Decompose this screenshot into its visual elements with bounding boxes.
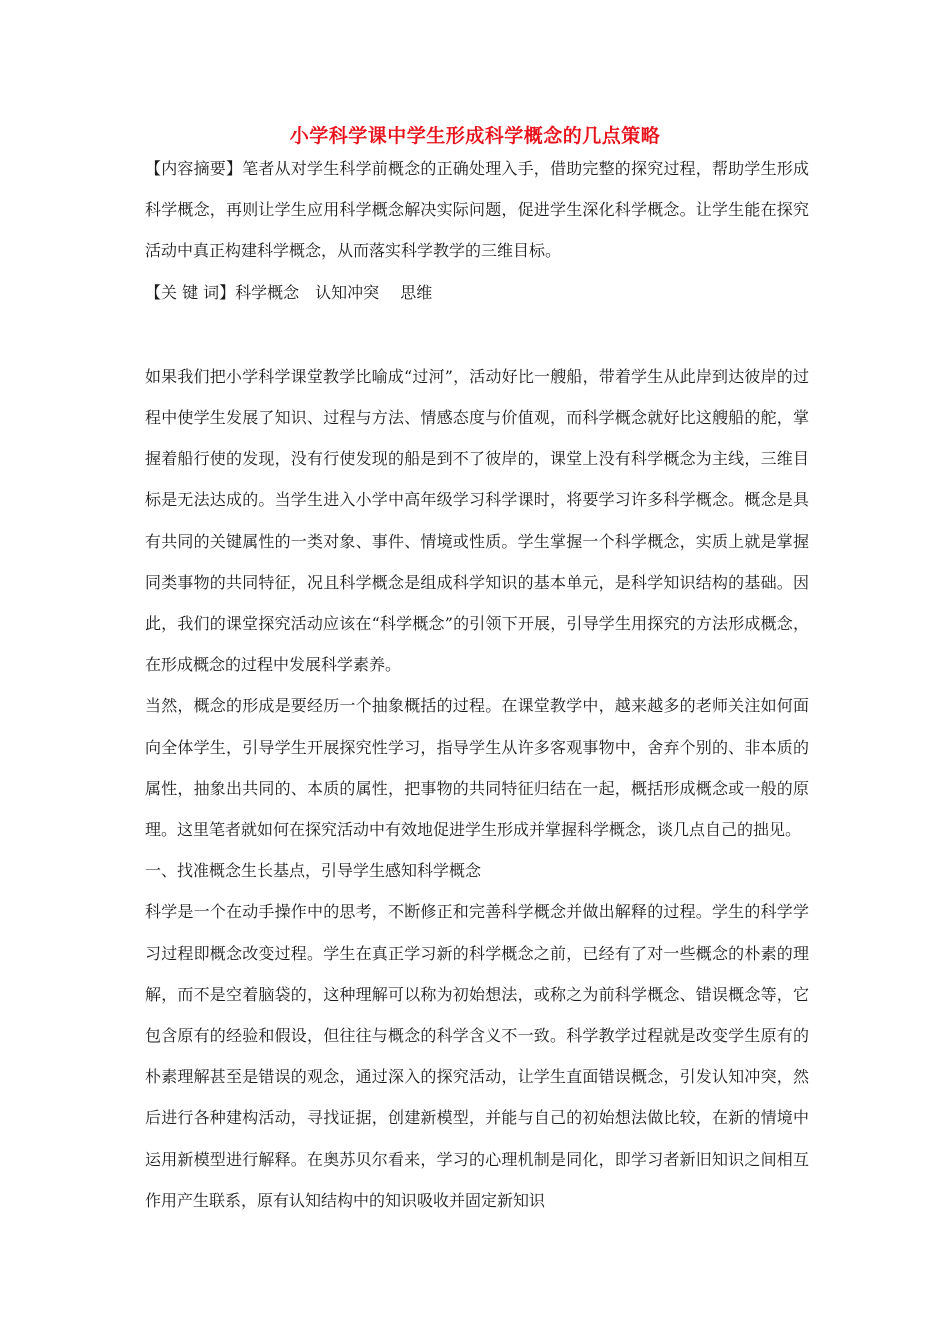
document-body [145, 148, 809, 1221]
document-title: 小学科学课中学生形成科学概念的几点策略 [289, 125, 661, 147]
abstract-paragraph: 【内容摘要】笔者从对学生科学前概念的正确处理入手，借助完整的探究过程，帮助学生形成科学概念，再则让学生应用科学概念解决实际问题，促进学生深化科学概念。让学生能在探究活动中真正构建科学概念，从而落实科学教学的三维目标。 [145, 159, 809, 261]
section-paragraph: 科学是一个在动手操作中的思考，不断修正和完善科学概念并做出解释的过程。学生的科学学习过程即概念改变过程。学生在真正学习新的科学概念之前，已经有了对一些概念的朴素的理解，而不是空着脑袋的，这种理解可以称为初始想法，或称之为前科学概念、错误概念等，它包含原有的经验和假设，但往往与概念的科学含义不一致。科学教学过程就是改变学生原有的朴素理解甚至是错误的观念，通过深入的探究活动，让学生直面错误概念，引发认知冲突，然后进行各种建构活动，寻找证据，创建新模型，并能与自己的初始想法做比较，在新的情境中运用新模型进行解释。在奥苏贝尔看来，学习的心理机制是同化，即学习者新旧知识之间相互作用产生联系，原有认知结构中的知识吸收并固定新知识 [145, 902, 809, 1210]
keywords-line: 【关 键 词】科学概念 认知冲突 思维 [145, 282, 433, 302]
intro-paragraph: 如果我们把小学科学课堂教学比喻成“过河”，活动好比一艘船，带着学生从此岸到达彼岸的过程中使学生发展了知识、过程与方法、情感态度与价值观，而科学概念就好比这艘船的舵，掌握着船行使的发现，没有行使发现的船是到不了彼岸的，课堂上没有科学概念为主线，三维目标是无法达成的。当学生进入小学中高年级学习科学课时，将要学习许多科学概念。概念是具有共同的关键属性的一类对象、事件、情境或性质。学生掌握一个科学概念，实质上就是掌握同类事物的共同特征，况且科学概念是组成科学知识的基本单元，是科学知识结构的基础。因此，我们的课堂探究活动应该在“科学概念”的引领下开展，引导学生用探究的方法形成概念，在形成概念的过程中发展科学素养。 [145, 366, 809, 675]
paragraph-gap [145, 313, 809, 356]
second-paragraph: 当然，概念的形成是要经历一个抽象概括的过程。在课堂教学中，越来越多的老师关注如何面向全体学生，引导学生开展探究性学习，指导学生从许多客观事物中，舍弃个别的、非本质的属性，抽象出共同的、本质的属性，把事物的共同特征归结在一起，概括形成概念或一般的原理。这里笔者就如何在探究活动中有效地促进学生形成并掌握科学概念，谈几点自己的拙见。 [145, 696, 809, 840]
section-heading: 一、找准概念生长基点，引导学生感知科学概念 [145, 861, 482, 881]
